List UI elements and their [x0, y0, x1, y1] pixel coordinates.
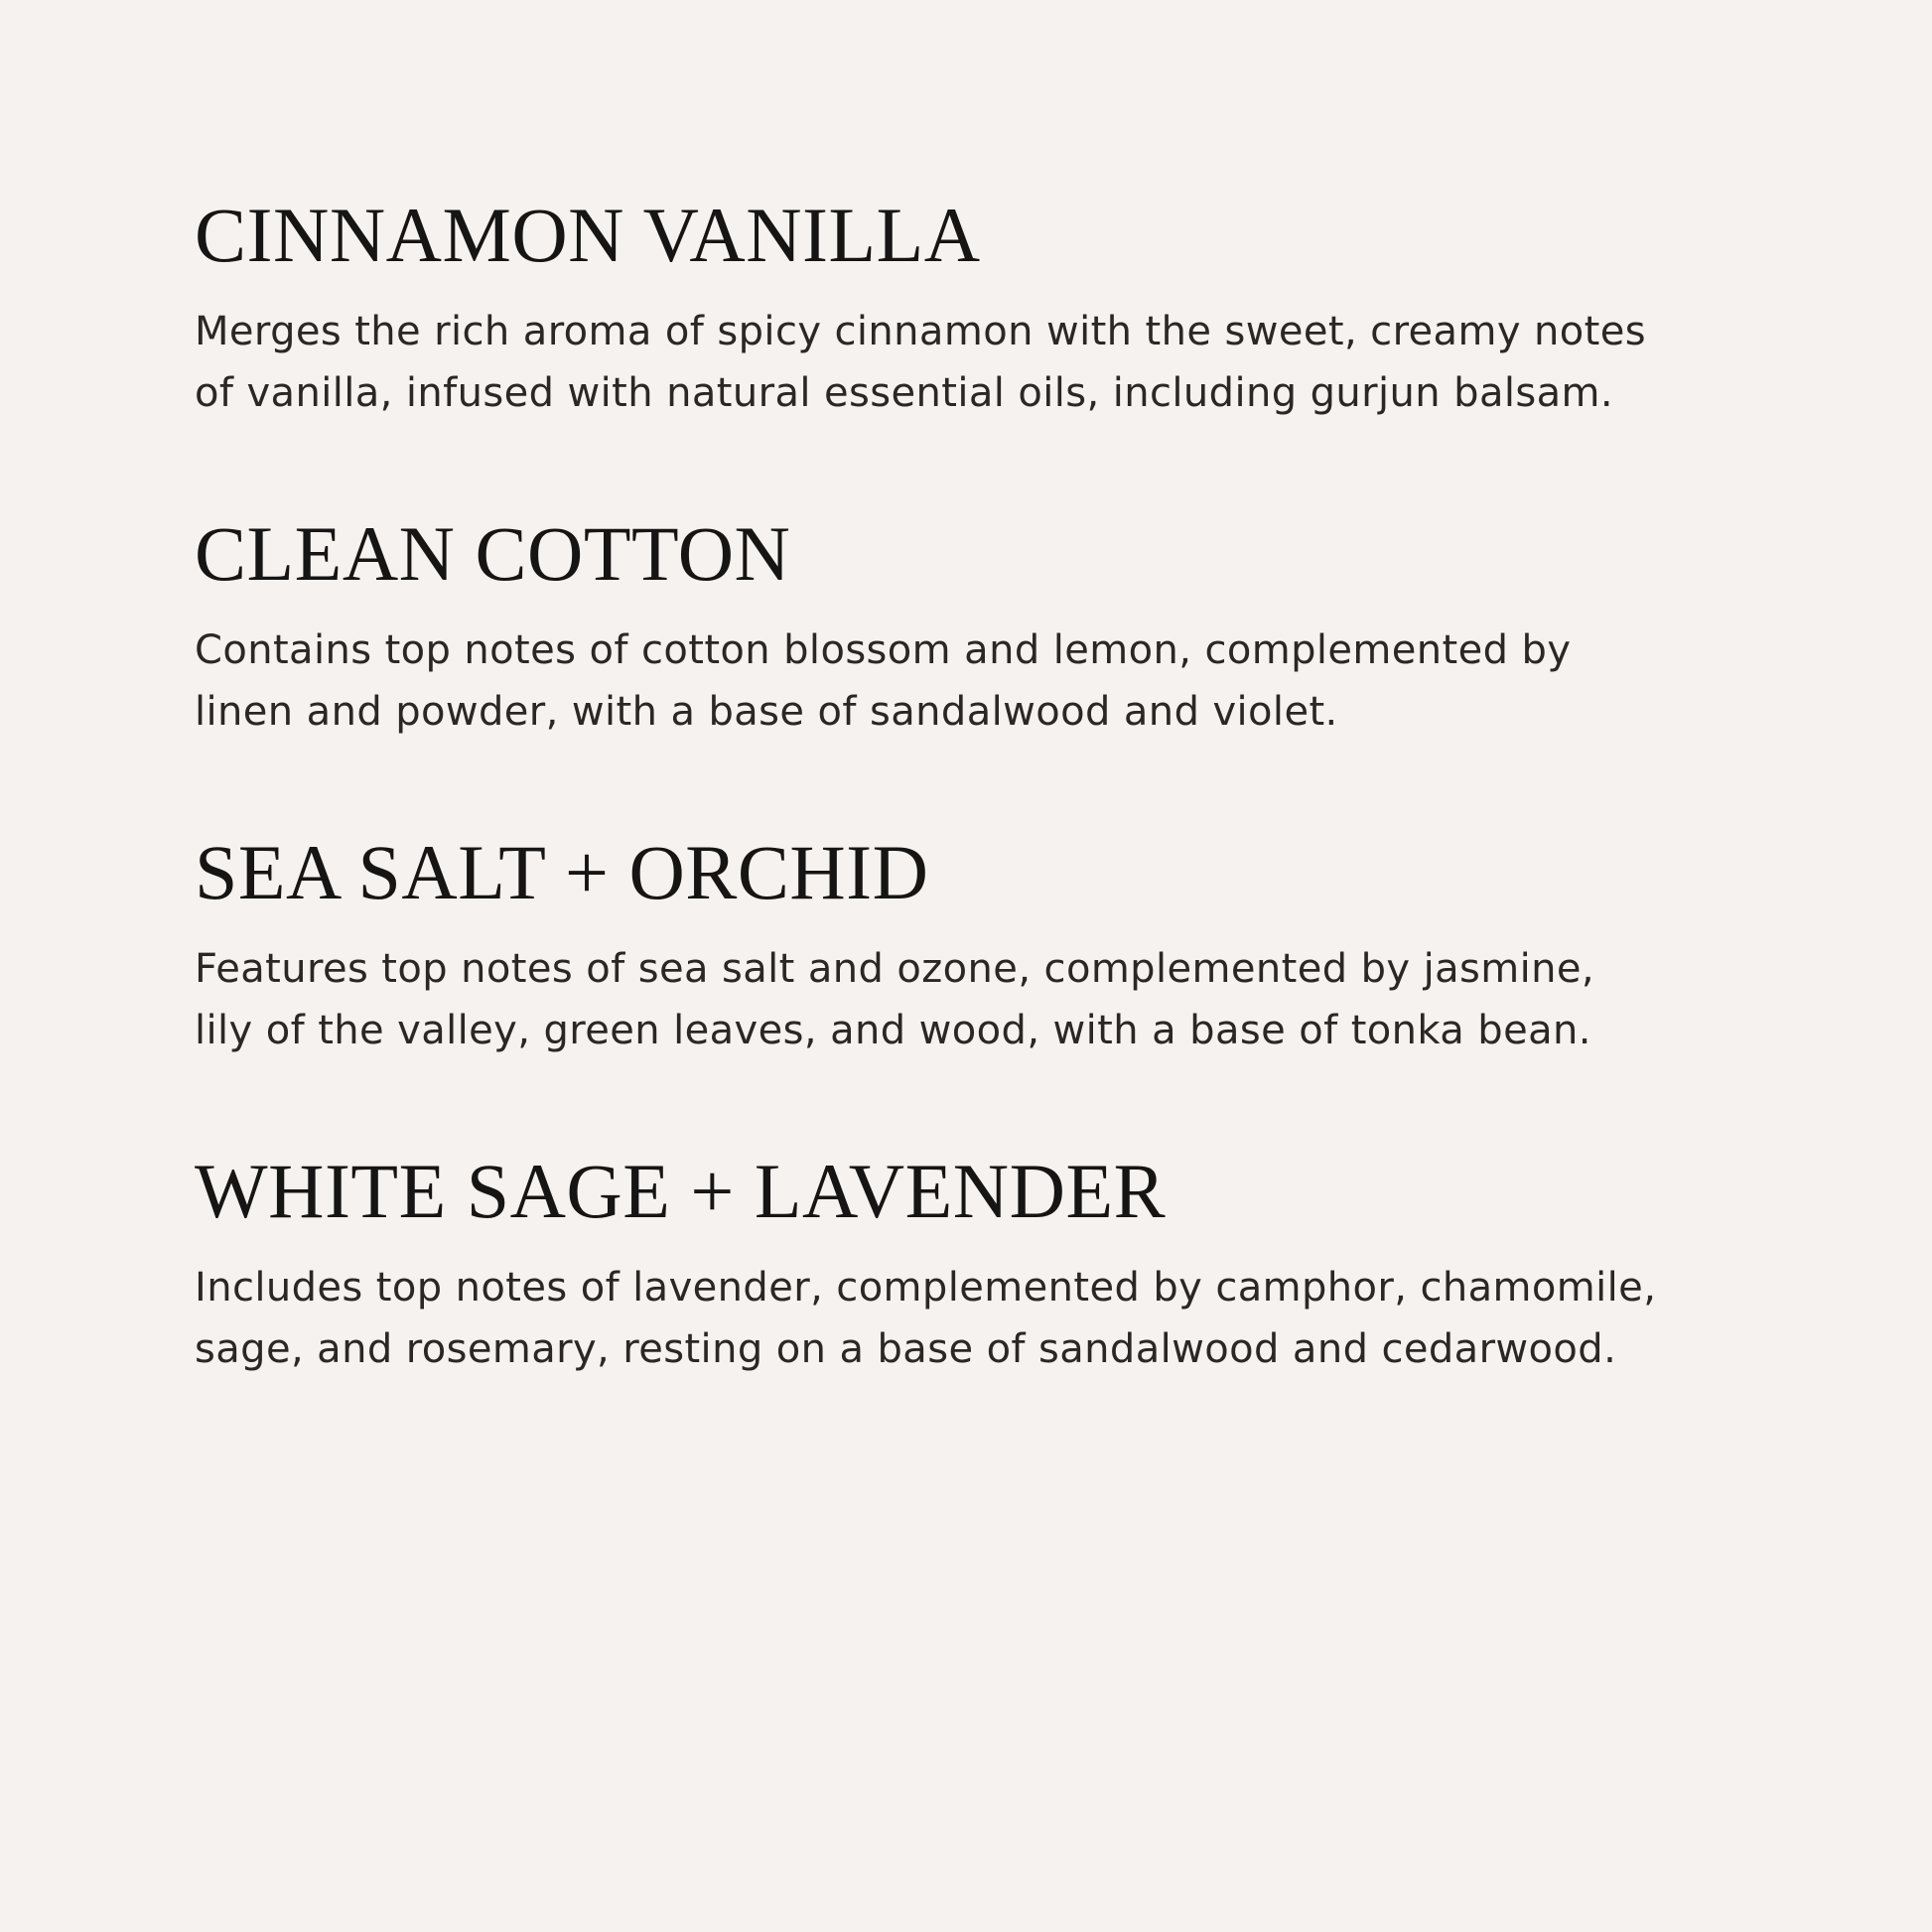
scent-title: SEA SALT + ORCHID — [195, 829, 929, 916]
scent-description: Features top notes of sea salt and ozone, complemented by jasmine, lily of the valley, green leaves, and wood, with a base of tonka bean. — [195, 946, 1595, 1054]
scent-title: CINNAMON VANILLA — [195, 192, 981, 278]
scent-entry-sea-salt-orchid — [195, 829, 1753, 1061]
scent-entry-white-sage-lavender — [195, 1148, 1753, 1380]
scent-entry-clean-cotton — [195, 510, 1753, 743]
scent-title: WHITE SAGE + LAVENDER — [195, 1148, 1167, 1235]
scent-entry-cinnamon-vanilla — [195, 192, 1753, 424]
scent-description: Contains top notes of cotton blossom and lemon, complemented by linen and powder, with a base of sandalwood and violet. — [195, 627, 1572, 736]
scent-description: Merges the rich aroma of spicy cinnamon with the sweet, creamy notes of vanilla, infused with natural essential oils, including gurjun balsam. — [195, 309, 1646, 417]
scent-title: CLEAN COTTON — [195, 510, 791, 598]
scent-description: Includes top notes of lavender, complemented by camphor, chamomile, sage, and rosemary, resting on a base of sandalwood and cedarwood. — [195, 1265, 1657, 1373]
